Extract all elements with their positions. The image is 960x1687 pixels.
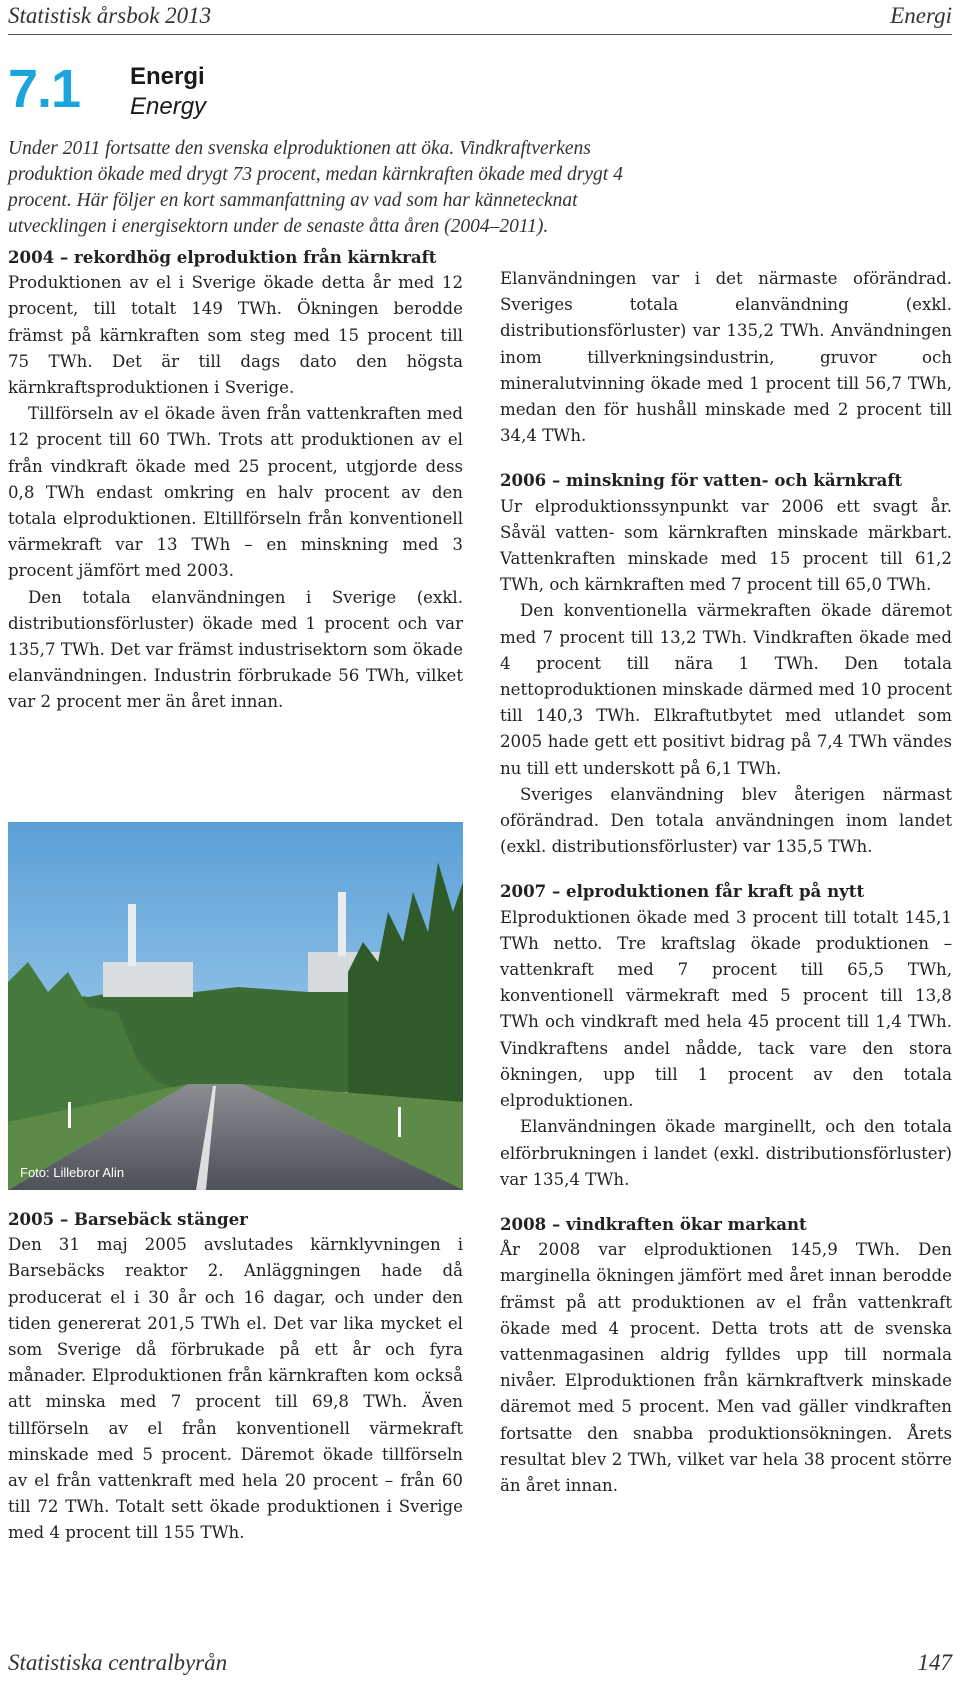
- photo-illustration: [8, 822, 463, 1190]
- photo-nuclear-plant-road: [8, 822, 463, 1190]
- heading-2008: 2008 – vindkraften ökar markant: [500, 1213, 807, 1234]
- paragraph-2004-3: Den totala elanvändningen i Sverige (exkl. distributionsförluster) ökade med 1 procent och var 135,7 TWh. Det var främst industrisektorn som ökade elanvändningen. Industrin förbrukade 56 TWh, vilket var 2 procent mer än året innan.: [8, 587, 463, 712]
- paragraph-2007-1: Elproduktionen ökade med 3 procent till totalt 145,1 TWh netto. Tre kraftslag ökade produktionen – vattenkraft med 7 procent till 65,5 TWh, konventionell värmekraft med 5 procent till 13,8 TWh och vindkraft med hela 45 procent till 1,4 TWh. Vindkraftens andel nådde, tack vare den stora ökningen, upp till 1 procent av den totala elproduktionen.: [500, 907, 952, 1111]
- paragraph-2006-3: Sveriges elanvändning blev återigen närmast oförändrad. Den totala användningen inom landet (exkl. distributionsförluster) var 135,5 TWh.: [500, 784, 952, 857]
- paragraph-2004-2: Tillförseln av el ökade även från vattenkraften med 12 procent till 60 TWh. Trots att produktionen av el från vindkraft ökade med 25 procent, utgjorde dess 0,8 TWh endast omkring en halv procent av den totala elproduktionen. Eltillförseln från konventionell värmekraft var 13 TWh – en minskning med 3 procent jämfört med 2003.: [8, 404, 463, 581]
- heading-2006: 2006 – minskning för vatten- och kärnkraft: [500, 470, 903, 491]
- heading-2004: 2004 – rekordhög elproduktion från kärnkraft: [8, 247, 437, 267]
- footer-publisher: Statistiska centralbyrån: [8, 1650, 228, 1675]
- header-publication: Statistisk årsbok 2013: [8, 3, 212, 28]
- paragraph-2004-1: Produktionen av el i Sverige ökade detta år med 12 procent, till totalt 149 TWh. Ökningen berodde främst på kärnkraften som steg med 15 procent till 75 TWh. Det är till dags dato den högsta kärnkraftsproduktionen i Sverige.: [8, 273, 463, 398]
- chapter-title-english: Energy: [130, 93, 207, 120]
- running-header: [8, 0, 952, 35]
- header-section: Energi: [890, 3, 952, 28]
- chapter-title: [130, 62, 206, 122]
- intro-paragraph: Under 2011 fortsatte den svenska elproduktionen att öka. Vindkraftverkens produktion ökade med drygt 73 procent, medan kärnkraften ökade med drygt 4 procent. Här följer en kort sammanfattning av vad som har kännetecknat utvecklingen i energisektorn under de senaste åtta åren (2004–2011).: [8, 138, 623, 237]
- running-footer: [8, 1650, 952, 1680]
- paragraph-2005-1: Den 31 maj 2005 avslutades kärnklyvningen i Barsebäcks reaktor 2. Anläggningen hade då producerat el i 30 år och 16 dagar, och under den tiden genererat 201,5 TWh el. Det var lika mycket el som Sverige då förbrukade på ett år och fyra månader. Elproduktionen från kärnkraften kom också att minska med 7 procent till 69,8 TWh. Även tillförseln av el från konventionell värmekraft minskade med 5 procent. Däremot ökade tillförseln av el från vattenkraft med hela 20 procent – från 60 till 72 TWh. Totalt sett ökade produktionen i Sverige med 4 procent till 155 TWh.: [8, 1235, 463, 1543]
- chapter-number: 7.1: [8, 59, 81, 119]
- left-column-2005: [8, 1206, 463, 1547]
- heading-2005: 2005 – Barsebäck stänger: [8, 1209, 248, 1229]
- right-column: [500, 266, 952, 1499]
- paragraph-2006-1: Ur elproduktionssynpunkt var 2006 ett svagt år. Såväl vatten- som kärnkraften minskade märkbart. Vattenkraften minskade med 15 procent till 61,2 TWh, och kärnkraften med 7 procent till 65,0 TWh.: [500, 496, 952, 595]
- left-column-2004: [8, 244, 463, 716]
- chapter-title-swedish: Energi: [130, 63, 205, 90]
- heading-2007: 2007 – elproduktionen får kraft på nytt: [500, 881, 865, 902]
- paragraph-2007-2: Elanvändningen ökade marginellt, och den totala elförbrukningen i landet (exkl. distributionsförluster) var 135,4 TWh.: [500, 1117, 952, 1189]
- paragraph-2008-1: År 2008 var elproduktionen 145,9 TWh. Den marginella ökningen jämfört med året innan berodde främst på att produktionen av el från vattenkraft ökade med 4 procent. Detta trots att de svenska vattenmagasinen aldrig fylldes upp till normala nivåer. Elproduktionen från kärnkraftverk minskade däremot med 5 procent. Men vad gäller vindkraften fortsatte den snabba produktionsökningen. Årets resultat blev 2 TWh, vilket var hela 38 procent större än året innan.: [500, 1240, 952, 1495]
- paragraph-2005-usage: Elanvändningen var i det närmaste oförändrad. Sveriges totala elanvändning (exkl. distributionsförluster) var 135,2 TWh. Användningen inom tillverkningsindustrin, gruvor och mineralutvinning ökade med 1 procent till 56,7 TWh, medan den för hushåll minskade med 2 procent till 34,4 TWh.: [500, 269, 952, 446]
- page-number: 147: [917, 1650, 952, 1675]
- photo-credit: Foto: Lillebror Alin: [20, 1165, 125, 1180]
- paragraph-2006-2: Den konventionella värmekraften ökade däremot med 7 procent till 13,2 TWh. Vindkraften ökade med 4 procent till nära 1 TWh. Den totala nettoproduktionen minskade därmed med 10 procent till 140,3 TWh. Elkraftutbytet med utlandet som 2005 hade gett ett positivt bidrag på 7,4 TWh vändes nu till ett underskott på 6,1 TWh.: [500, 601, 952, 778]
